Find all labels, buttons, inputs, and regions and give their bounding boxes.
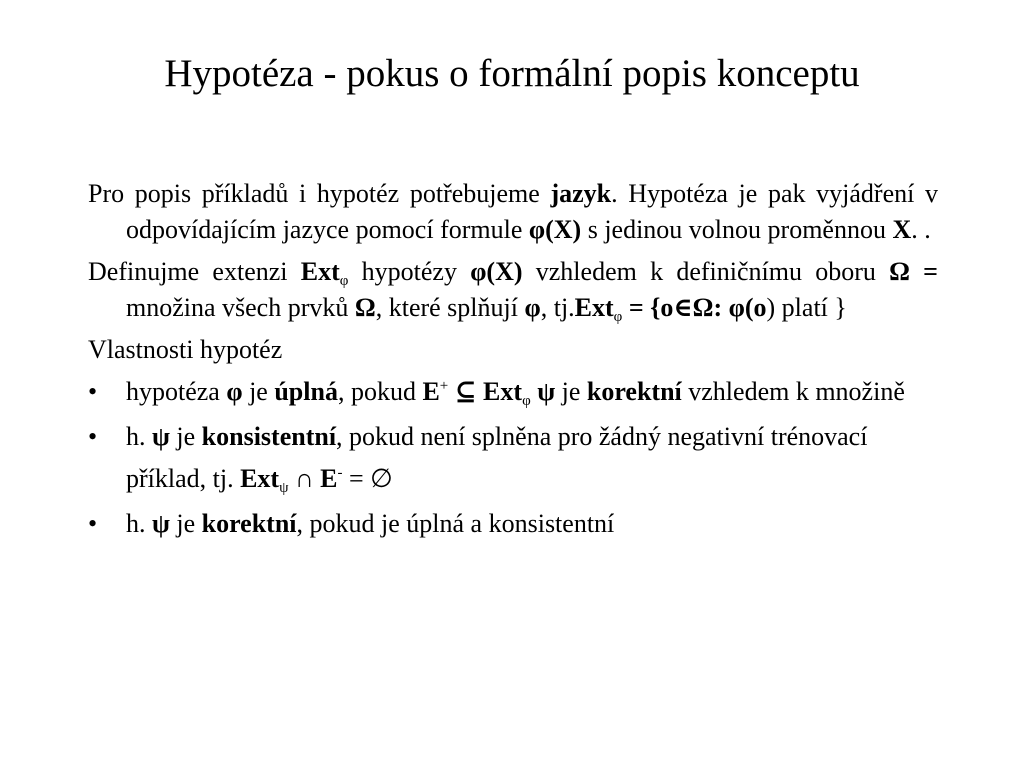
phi-symbol: φ <box>226 377 243 406</box>
bullet-item-complete <box>88 374 938 410</box>
ext-subscript-phi: φ <box>339 273 349 289</box>
term-konsistentni: konsistentní <box>201 422 337 451</box>
text: vzhledem k definičnímu oboru <box>522 257 890 286</box>
ext-symbol: Ext <box>240 464 280 493</box>
bullet-marker: • <box>88 509 98 538</box>
text: je <box>555 377 587 406</box>
empty-set-equation: = ∅ <box>342 464 393 493</box>
text: ) platí } <box>766 293 847 322</box>
text: hypotézy <box>348 257 471 286</box>
intersection-e: ∩ E <box>288 464 338 493</box>
text: je <box>242 377 275 406</box>
text: . . <box>911 215 931 244</box>
formula-phi-x: φ(X) <box>470 257 523 286</box>
text <box>910 257 923 286</box>
text: vzhledem k množině <box>681 377 905 406</box>
term-uplna: úplná <box>274 377 338 406</box>
psi-symbol: ψ <box>152 422 170 451</box>
text: h. <box>126 422 152 451</box>
bullet-marker: • <box>88 422 98 451</box>
set-definition: = {o∈Ω: φ(o <box>622 293 767 322</box>
subset-ext: ⊆ Ext <box>454 377 523 406</box>
term-korektni: korektní <box>586 377 682 406</box>
bullet-item-correct <box>88 506 938 542</box>
paragraph-language <box>88 176 938 248</box>
text: Definujme extenzi <box>88 257 301 286</box>
text: , pokud není splněna pro žádný negativní trénovací příklad, tj. <box>126 422 868 493</box>
term-jazyk: jazyk <box>550 179 612 208</box>
text: Pro popis příkladů i hypotéz potřebujeme <box>88 179 551 208</box>
text: , pokud je úplná a konsistentní <box>296 509 615 538</box>
equals-symbol: = <box>923 257 938 286</box>
text: s jedinou volnou proměnnou <box>581 215 893 244</box>
slide-body <box>88 176 938 548</box>
e-superscript-minus: - <box>337 465 343 481</box>
formula-phi-x: φ(X) <box>528 215 582 244</box>
e-symbol: E <box>422 377 440 406</box>
text: . Hypotéza je pak vyjádření v odpovídajícím jazyce pomocí formule <box>126 179 938 244</box>
ext-symbol: Ext <box>300 257 340 286</box>
omega-symbol: Ω <box>354 293 376 322</box>
psi-symbol: ψ <box>537 377 556 406</box>
text: , pokud <box>337 377 423 406</box>
text: množina všech prvků <box>126 293 355 322</box>
e-superscript-plus: + <box>439 378 449 394</box>
text: je <box>169 509 202 538</box>
omega-symbol: Ω <box>889 257 910 286</box>
text: je <box>169 422 202 451</box>
term-korektni: korektní <box>201 509 297 538</box>
bullet-marker: • <box>88 377 98 406</box>
ext-symbol: Ext <box>574 293 614 322</box>
text: h. <box>126 509 152 538</box>
ext-subscript-phi: φ <box>613 309 623 325</box>
text: , tj. <box>540 293 575 322</box>
ext-subscript-phi: φ <box>522 393 531 409</box>
bullet-item-consistent <box>88 416 938 500</box>
slide-title: Hypotéza - pokus o formální popis konceptu <box>164 52 860 95</box>
phi-symbol: φ <box>524 293 541 322</box>
ext-subscript-psi: ψ <box>279 480 289 496</box>
section-heading: Vlastnosti hypotéz <box>88 335 283 364</box>
text: hypotéza <box>126 377 227 406</box>
variable-x: X <box>892 215 912 244</box>
psi-symbol: ψ <box>152 509 170 538</box>
paragraph-extension <box>88 254 938 326</box>
text: , které splňují <box>375 293 525 322</box>
